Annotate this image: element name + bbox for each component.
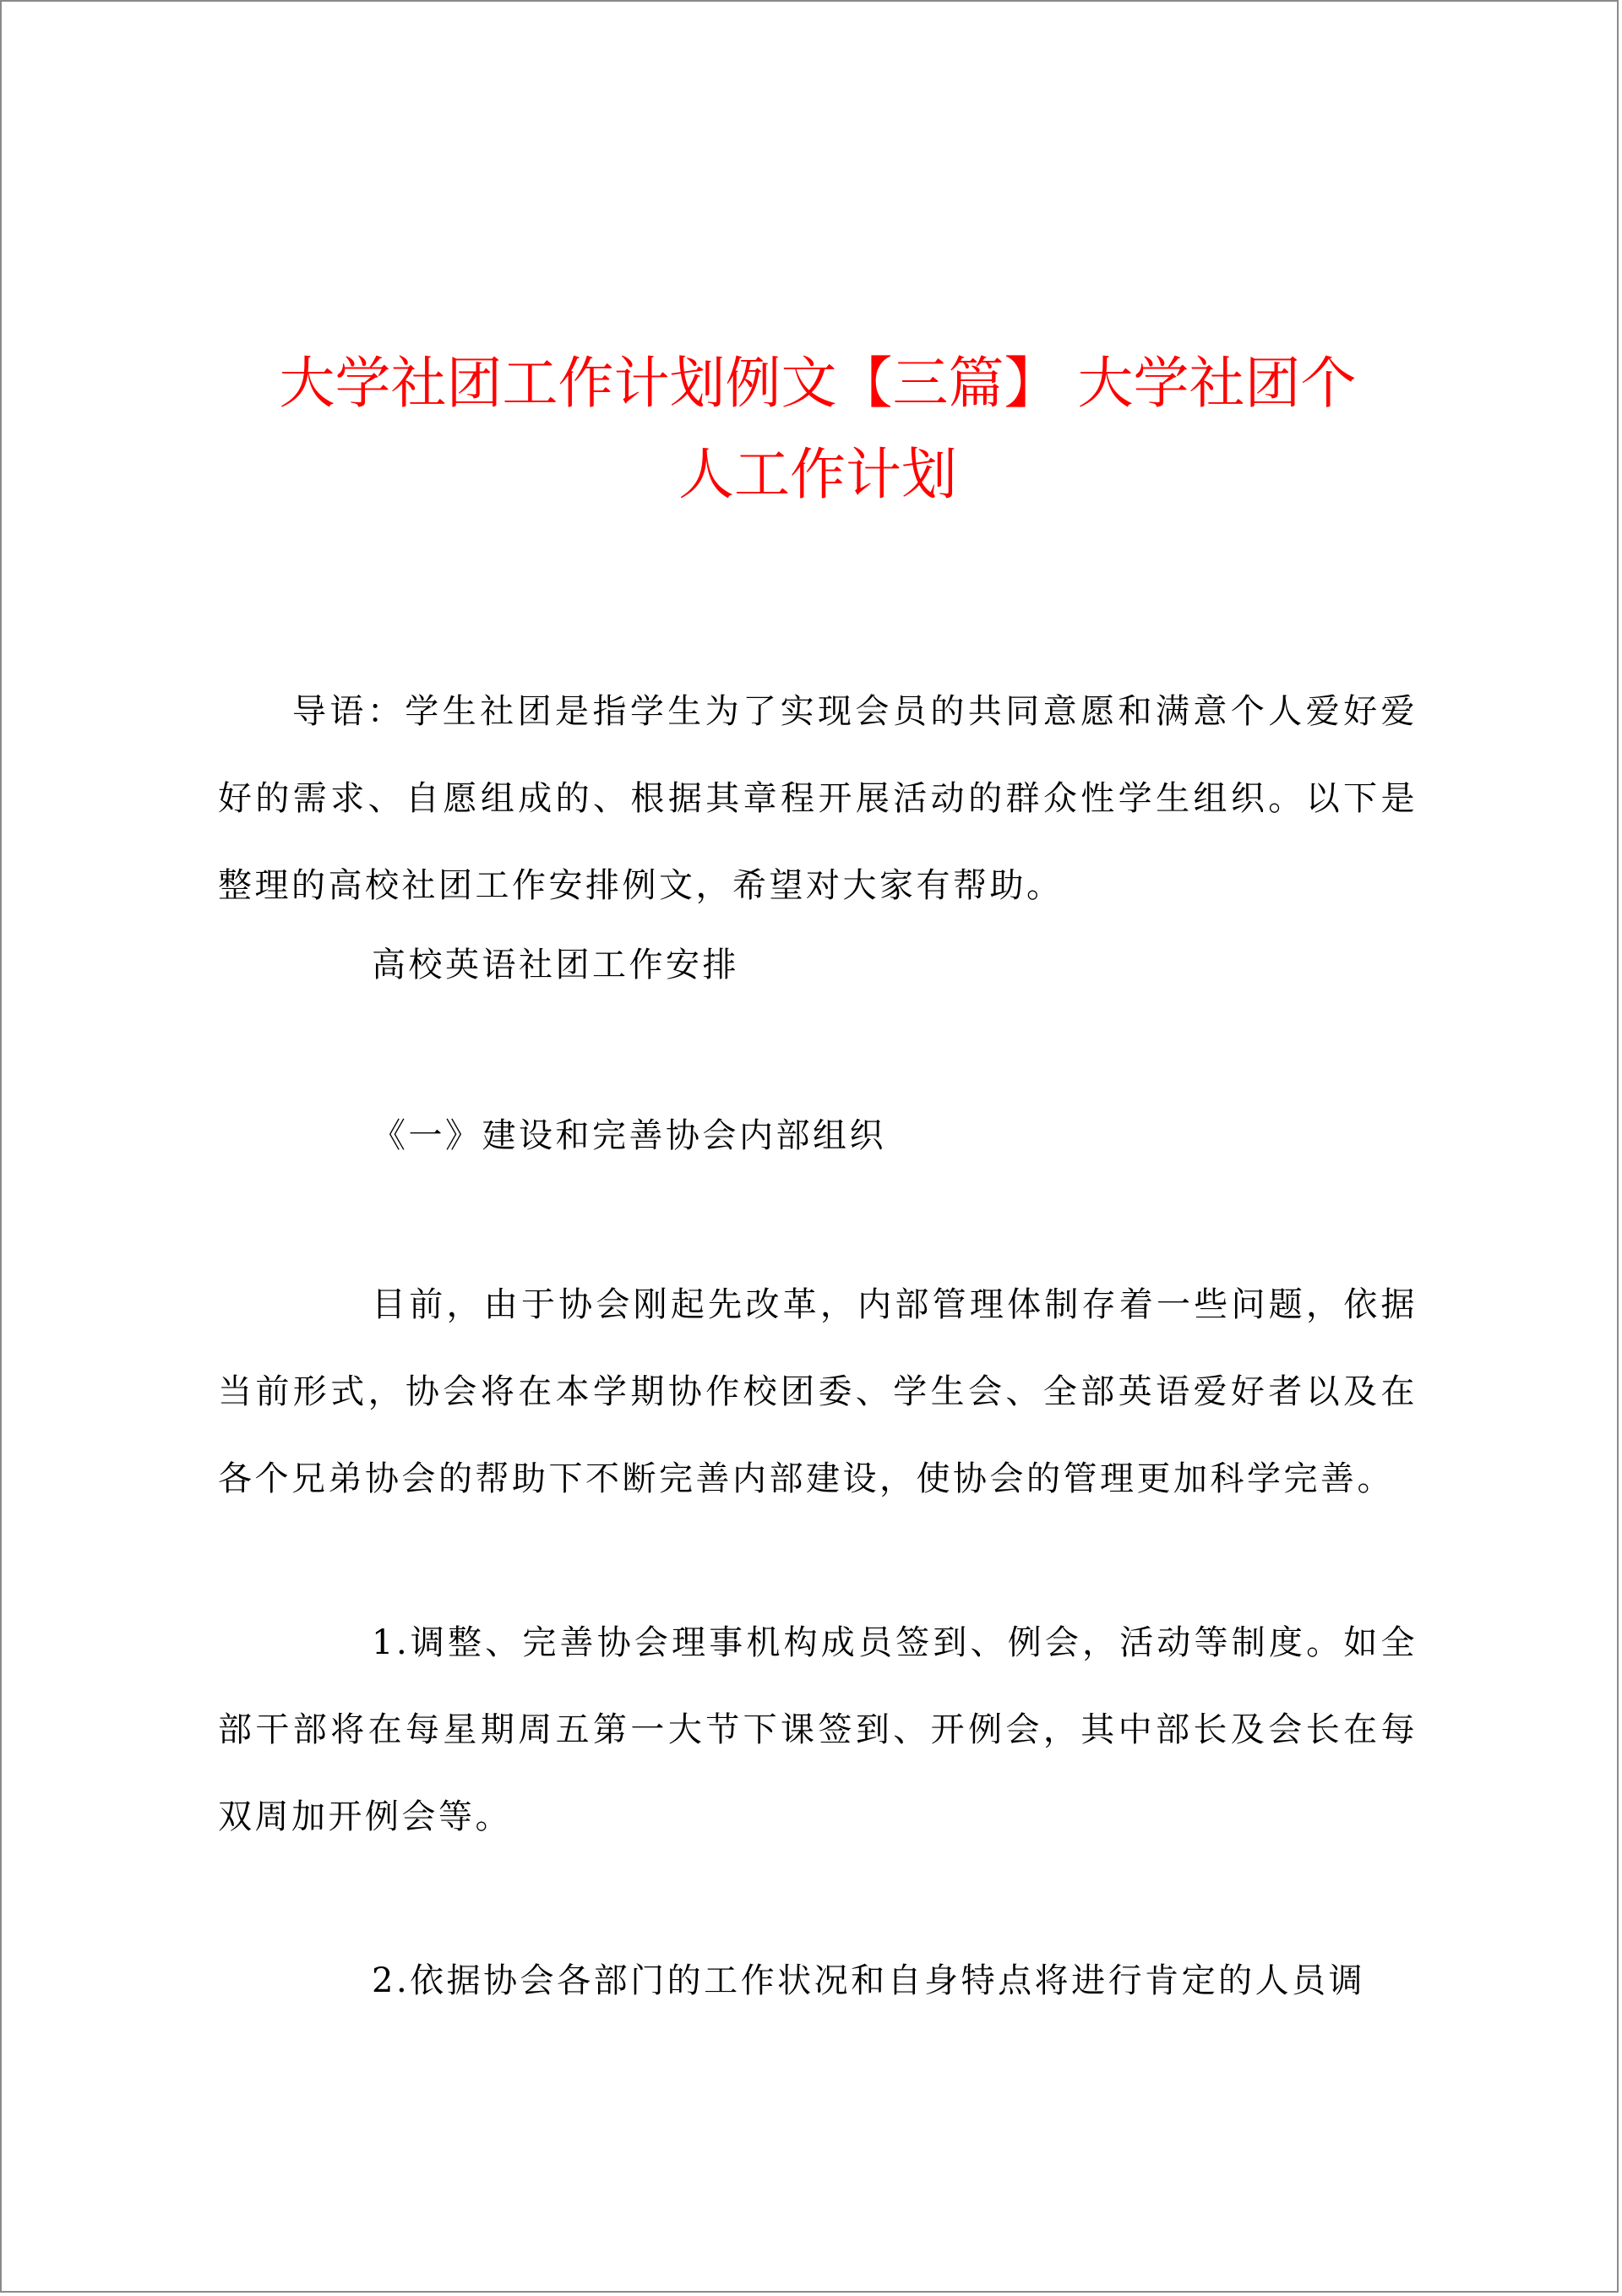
section-title: 高校英语社团工作安排 [372,946,739,984]
list-item-2: 2.依据协会各部门的工作状况和自身特点将进行肯定的人员调 [372,1961,1366,2000]
subsection-title: 《一》建设和完善协会内部组织 [372,1116,886,1155]
title-line-2: 人工作计划 [678,442,957,507]
intro-paragraph: 导语：学生社团是指学生为了实现会员的共同意愿和满意个人爱好爱好的需求、自愿组成的、根据其章程开展活动的群众性学生组织。以下是整理的高校社团工作安排例文，希望对大家有帮助。 [218,692,1418,905]
list-item-1: 1.调整、完善协会理事机构成员签到、例会，活动等制度。如全部干部将在每星期周五第一大节下课签到、开例会，其中部长及会长在每双周加开例会等。 [218,1623,1418,1836]
paragraph-1: 目前，由于协会刚起先改革，内部管理体制存着一些问题，依据当前形式，协会将在本学期协作校团委、学生会、全部英语爱好者以及在各个兄弟协会的帮助下不断完善内部建设，使协会的管理更加科学完善。 [218,1285,1418,1498]
title-line-1: 大学社团工作计划例文【三篇】 大学社团个 [279,351,1357,416]
document-title [218,338,1418,521]
